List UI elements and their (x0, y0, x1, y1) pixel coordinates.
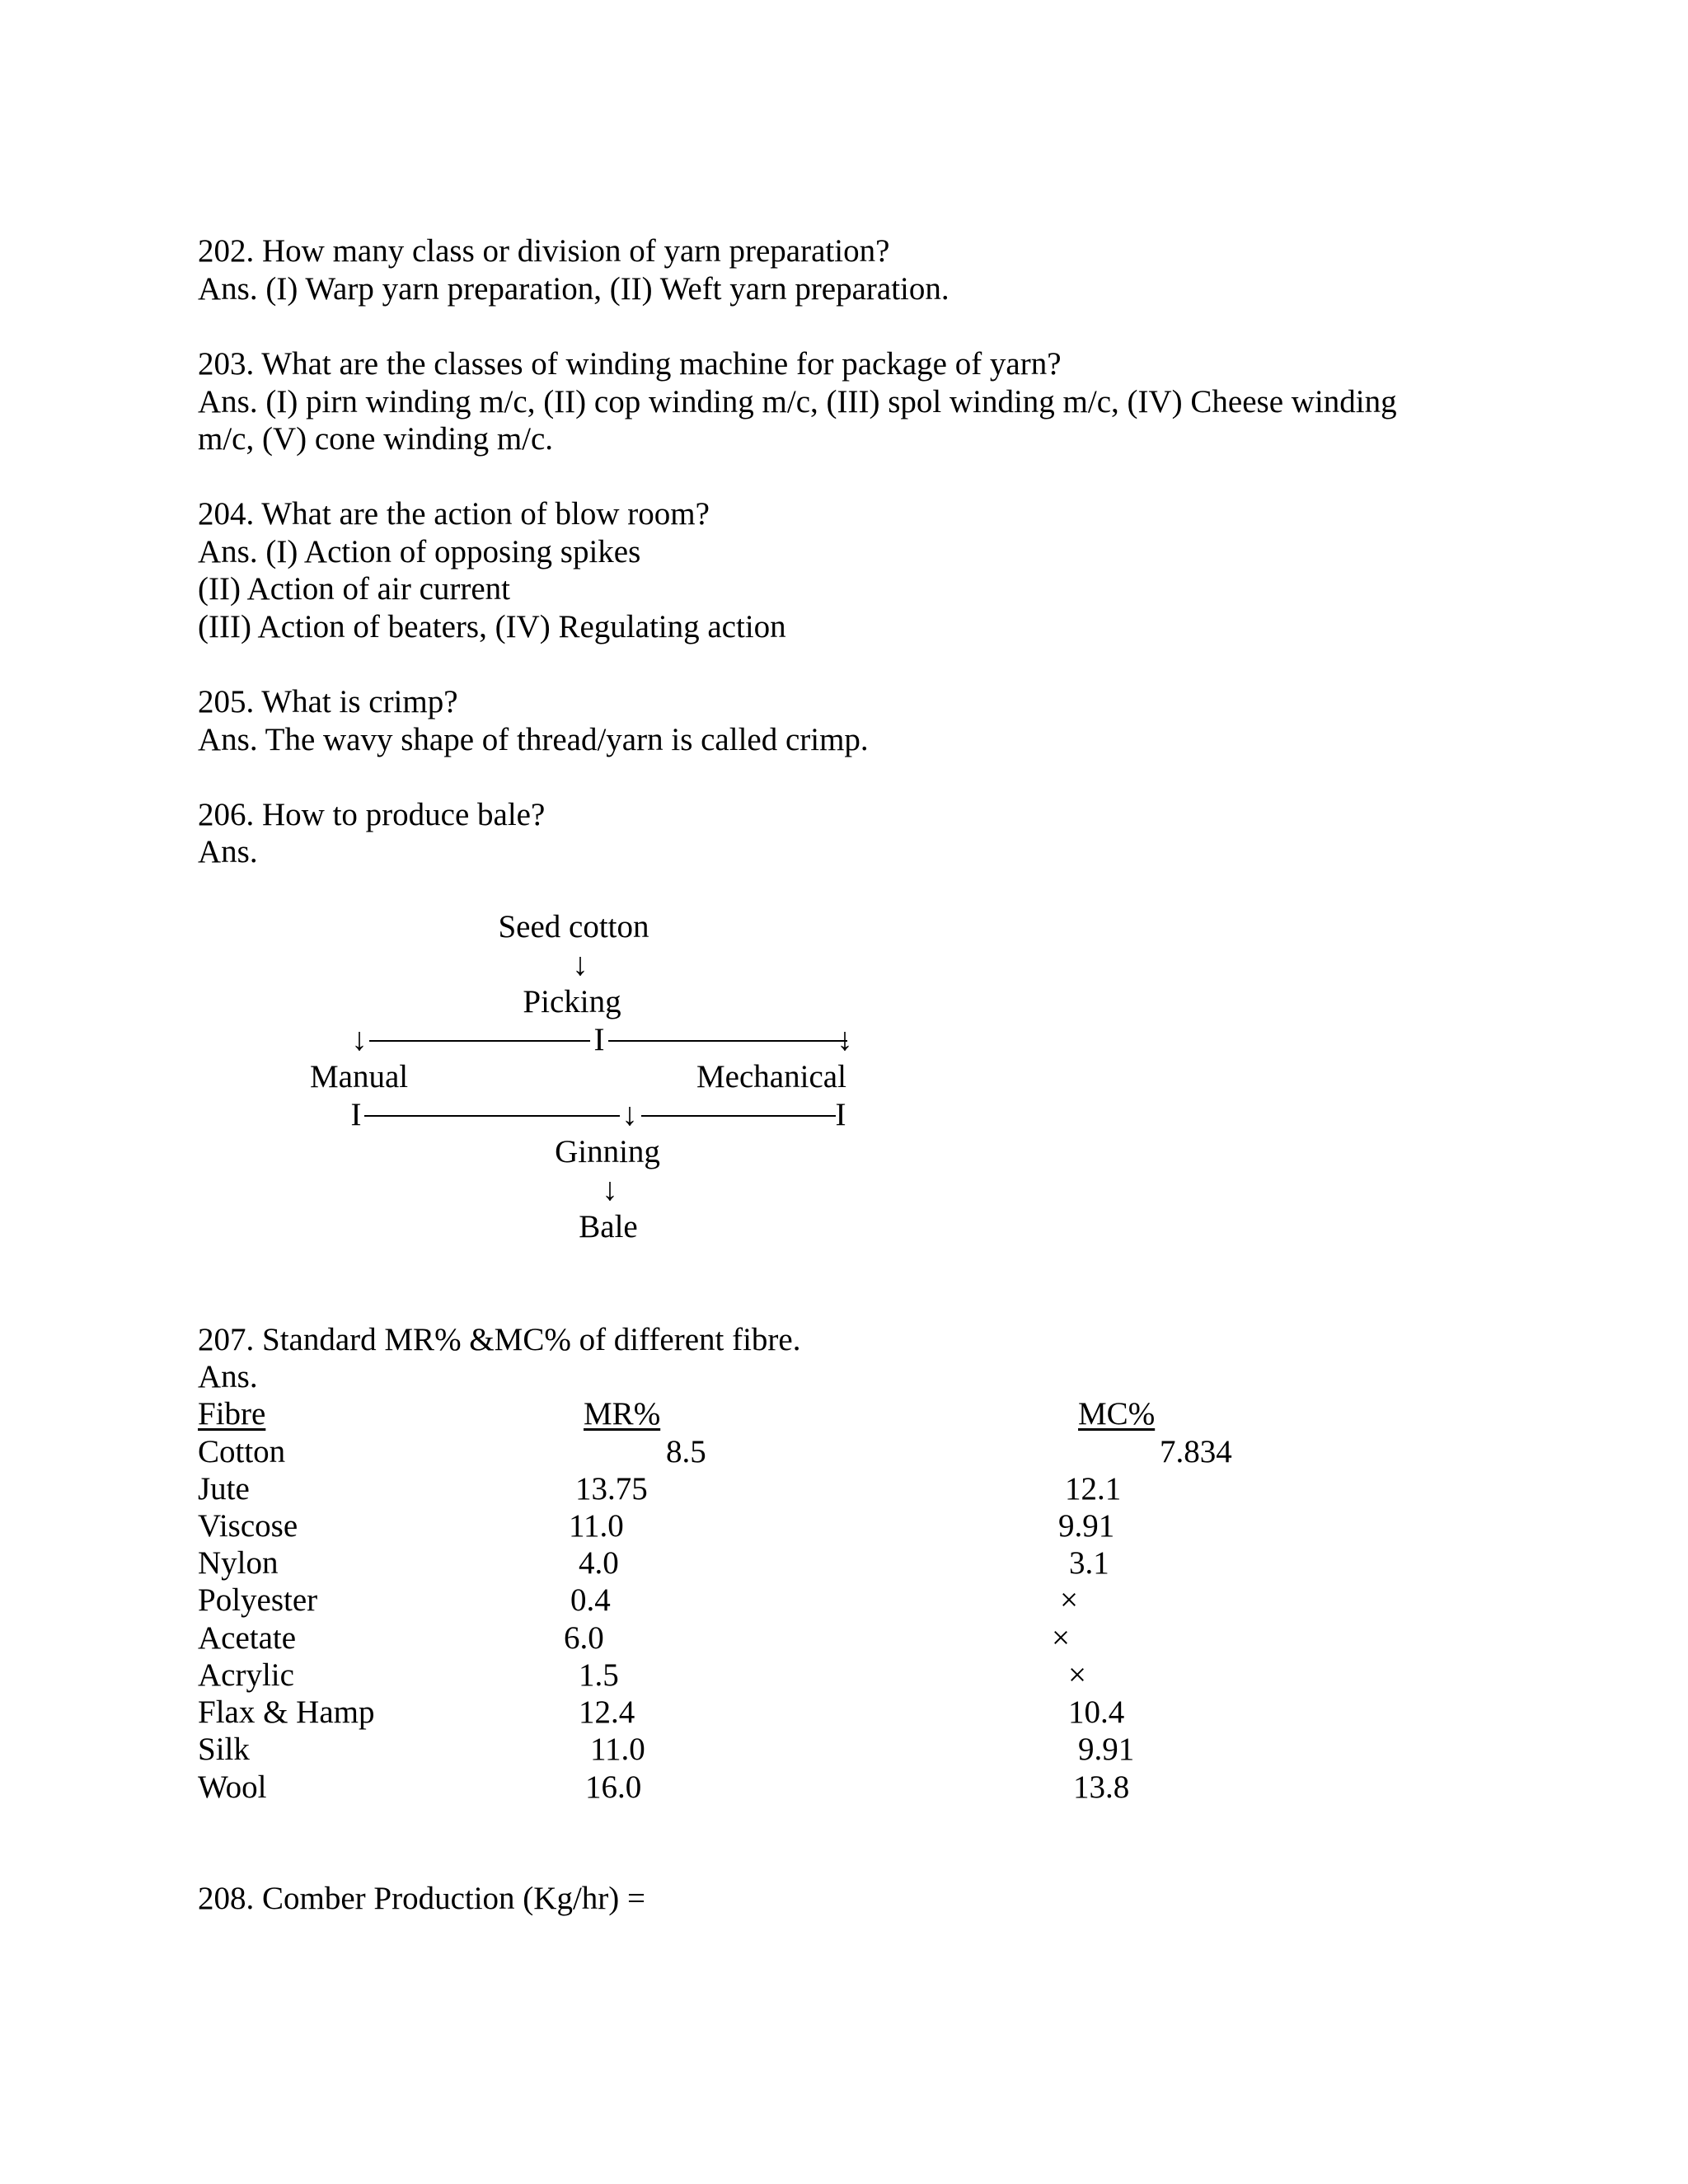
answer-203-line-1: Ans. (I) pirn winding m/c, (II) cop winding m/c, (III) spol winding m/c, (IV) Cheese winding (198, 384, 1397, 419)
flow-manual: Manual (310, 1059, 409, 1094)
table-cell-mc: × (1052, 1620, 1070, 1656)
flow-merge-arrow-icon: ↓ (621, 1097, 638, 1132)
flow-branch-line-right (608, 1040, 847, 1042)
table-cell-fibre: Flax & Hamp (198, 1694, 375, 1730)
table-cell-fibre: Jute (198, 1471, 250, 1507)
table-cell-mr: 11.0 (590, 1732, 645, 1767)
flow-merge-left-junction: I (350, 1097, 362, 1132)
question-203: 203. What are the classes of winding machine for package of yarn? (198, 346, 1062, 382)
question-204: 204. What are the action of blow room? (198, 496, 710, 532)
table-cell-mc: 12.1 (1065, 1471, 1122, 1507)
flow-arrow-down-icon: ↓ (572, 947, 588, 982)
table-cell-fibre: Nylon (198, 1545, 279, 1581)
answer-203-line-2: m/c, (V) cone winding m/c. (198, 421, 554, 457)
flow-branch-line-left (369, 1040, 590, 1042)
table-cell-fibre: Viscose (198, 1508, 298, 1544)
flow-merge-line-right (641, 1115, 836, 1117)
table-cell-fibre: Acrylic (198, 1657, 294, 1693)
table-cell-fibre: Wool (198, 1769, 267, 1805)
table-header-mc: MC% (1078, 1396, 1156, 1432)
table-cell-mc: 10.4 (1068, 1694, 1125, 1730)
table-cell-mc: 3.1 (1069, 1545, 1109, 1581)
table-cell-mr: 8.5 (666, 1434, 706, 1469)
question-207: 207. Standard MR% &MC% of different fibre. (198, 1322, 801, 1357)
answer-205: Ans. The wavy shape of thread/yarn is called crimp. (198, 722, 869, 757)
table-cell-mc: 13.8 (1073, 1769, 1130, 1805)
table-cell-mr: 12.4 (579, 1694, 635, 1730)
flow-mechanical: Mechanical (696, 1059, 846, 1094)
flow-picking: Picking (523, 984, 621, 1019)
question-206: 206. How to produce bale? (198, 797, 546, 832)
flow-branch-left-arrow-icon: ↓ (351, 1022, 368, 1057)
question-208: 208. Comber Production (Kg/hr) = (198, 1881, 646, 1916)
question-202: 202. How many class or division of yarn preparation? (198, 233, 890, 269)
answer-204-line-1: Ans. (I) Action of opposing spikes (198, 534, 641, 569)
answer-206-label: Ans. (198, 834, 258, 869)
flow-bale: Bale (579, 1209, 638, 1244)
flow-ginning: Ginning (555, 1134, 660, 1169)
table-header-mr: MR% (584, 1396, 661, 1432)
table-header-fibre: Fibre (198, 1396, 266, 1432)
table-cell-mc: 7.834 (1160, 1434, 1232, 1469)
table-cell-mr: 1.5 (579, 1657, 619, 1693)
flow-branch-right-arrow-icon: ↓ (837, 1022, 853, 1057)
flow-seed-cotton: Seed cotton (498, 909, 649, 944)
table-cell-mr: 4.0 (579, 1545, 619, 1581)
table-cell-fibre: Silk (198, 1732, 250, 1767)
table-cell-fibre: Polyester (198, 1582, 318, 1618)
table-cell-mr: 11.0 (569, 1508, 624, 1544)
table-cell-mc: × (1068, 1657, 1086, 1693)
flow-branch-junction: I (593, 1022, 605, 1057)
answer-204-line-3: (III) Action of beaters, (IV) Regulating action (198, 609, 786, 644)
answer-207-label: Ans. (198, 1359, 258, 1394)
table-cell-mc: 9.91 (1078, 1732, 1135, 1767)
flow-merge-line-left (364, 1115, 620, 1117)
question-205: 205. What is crimp? (198, 684, 458, 719)
answer-204-line-2: (II) Action of air current (198, 571, 510, 607)
table-cell-mc: × (1060, 1582, 1078, 1618)
table-cell-mr: 16.0 (585, 1769, 642, 1805)
table-cell-mc: 9.91 (1058, 1508, 1115, 1544)
flow-arrow-down-icon: ↓ (602, 1172, 618, 1207)
table-cell-fibre: Cotton (198, 1434, 286, 1469)
table-cell-mr: 0.4 (570, 1582, 611, 1618)
answer-202: Ans. (I) Warp yarn preparation, (II) Weft yarn preparation. (198, 271, 950, 307)
table-cell-mr: 13.75 (575, 1471, 648, 1507)
table-cell-mr: 6.0 (564, 1620, 604, 1656)
table-cell-fibre: Acetate (198, 1620, 297, 1656)
flow-merge-right-junction: I (835, 1097, 846, 1132)
